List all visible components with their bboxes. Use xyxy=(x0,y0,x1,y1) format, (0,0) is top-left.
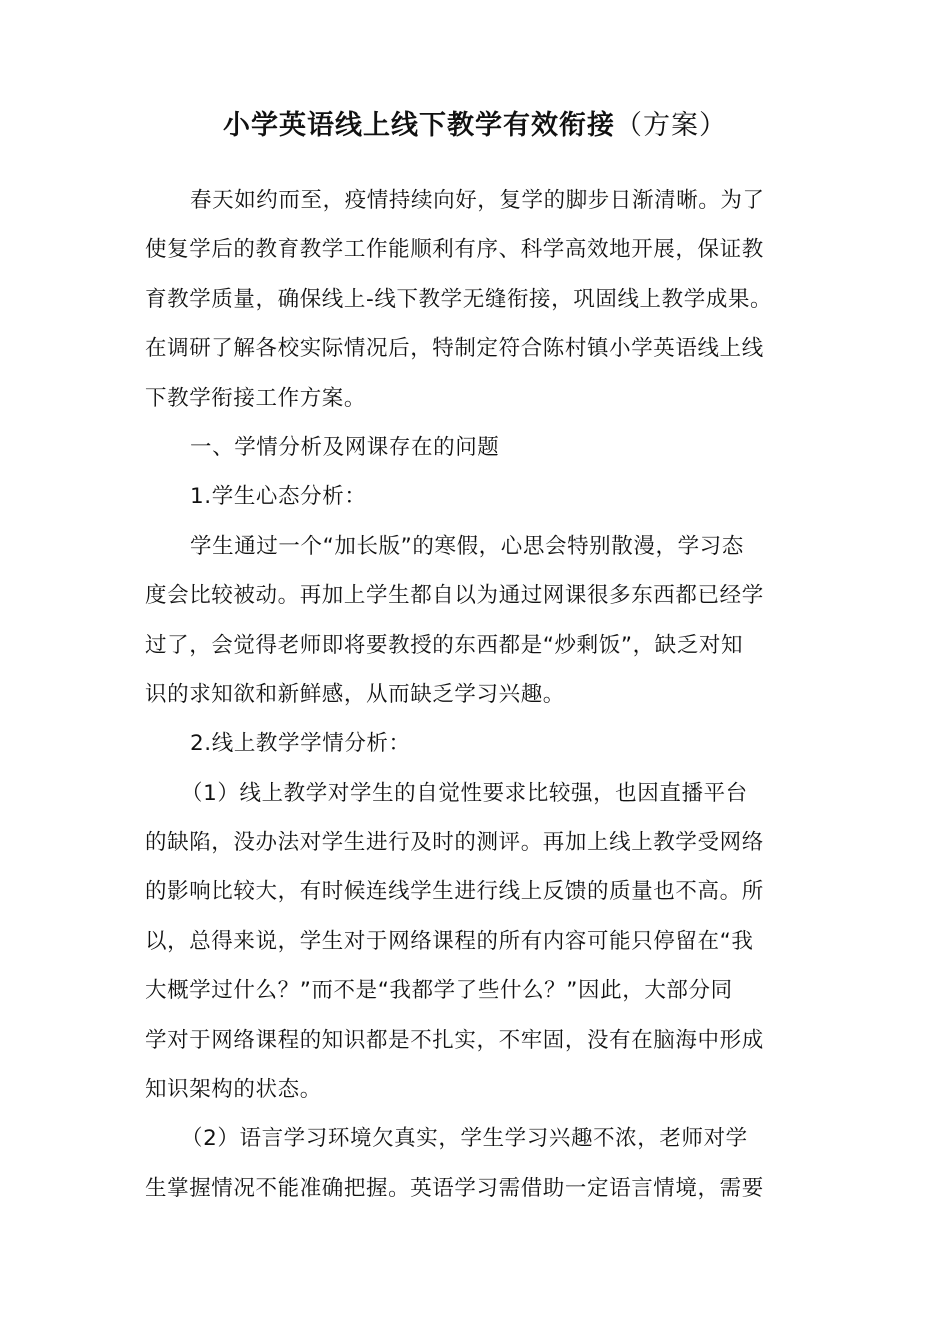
text-line: 学生通过一个“加长版”的寒假，心思会特别散漫，学习态 xyxy=(190,533,744,559)
text-line: 使复学后的教育教学工作能顺利有序、科学高效地开展，保证教 xyxy=(145,237,764,263)
text-line: 大概学过什么？”而不是“我都学了些什么？”因此，大部分同 xyxy=(145,978,733,1004)
text-line: 度会比较被动。再加上学生都自以为通过网课很多东西都已经学 xyxy=(145,583,764,609)
paragraph-intro xyxy=(145,176,807,423)
text-line: 知识架构的状态。 xyxy=(145,1077,322,1103)
text-line: （1）线上教学对学生的自觉性要求比较强，也因直播平台 xyxy=(181,780,748,806)
title-suffix: （方案） xyxy=(615,110,727,141)
text-line: 1.学生心态分析： xyxy=(190,484,367,510)
document-body xyxy=(145,176,807,1213)
text-line: 的影响比较大，有时候连线学生进行线上反馈的质量也不高。所 xyxy=(145,879,764,905)
text-line: 的缺陷，没办法对学生进行及时的测评。再加上线上教学受网络 xyxy=(145,830,764,856)
paragraph-point-1 xyxy=(145,769,807,1115)
document-title xyxy=(0,106,950,146)
text-line: 识的求知欲和新鲜感，从而缺乏学习兴趣。 xyxy=(145,681,565,707)
title-main: 小学英语线上线下教学有效衔接 xyxy=(223,110,615,141)
text-line: 下教学衔接工作方案。 xyxy=(145,385,367,411)
text-line: 生掌握情况不能准确把握。英语学习需借助一定语言情境，需要 xyxy=(145,1175,764,1201)
text-line: 在调研了解各校实际情况后，特制定符合陈村镇小学英语线上线 xyxy=(145,336,764,362)
text-line: 学对于网络课程的知识都是不扎实，不牢固，没有在脑海中形成 xyxy=(145,1027,764,1053)
subheading-student-mindset xyxy=(145,472,807,521)
paragraph-point-2 xyxy=(145,1114,807,1213)
text-line: 过了，会觉得老师即将要教授的东西都是“炒剩饭”，缺乏对知 xyxy=(145,632,744,658)
paragraph-student-mindset xyxy=(145,522,807,720)
text-line: 春天如约而至，疫情持续向好，复学的脚步日渐清晰。为了 xyxy=(190,188,765,213)
text-line: 2.线上教学学情分析： xyxy=(190,731,411,757)
subheading-online-teaching xyxy=(145,719,807,768)
text-line: 以，总得来说，学生对于网络课程的所有内容可能只停留在“我 xyxy=(145,928,754,954)
text-line: 一、学情分析及网课存在的问题 xyxy=(190,434,500,460)
text-line: 育教学质量，确保线上-线下教学无缝衔接，巩固线上教学成果。 xyxy=(145,286,773,312)
section-heading xyxy=(145,423,807,472)
text-line: （2）语言学习环境欠真实，学生学习兴趣不浓，老师对学 xyxy=(181,1126,748,1152)
